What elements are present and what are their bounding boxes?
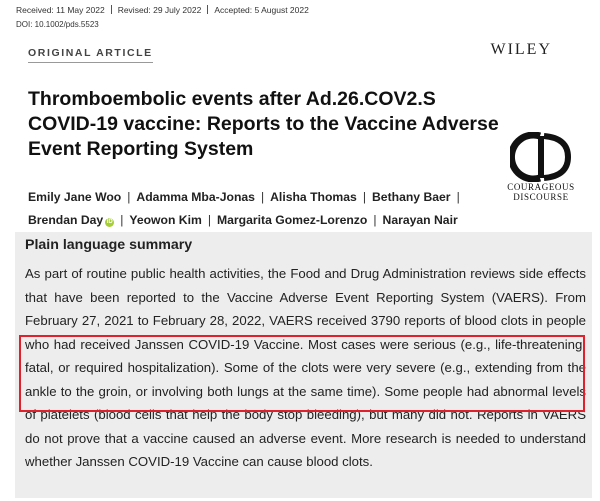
author-list xyxy=(28,186,498,232)
summary-line: of platelets (blood cells that help the body stop bleeding), but many did not. Reports in VAERS xyxy=(25,407,586,422)
author-name[interactable]: Margarita Gomez-Lorenzo xyxy=(217,213,368,227)
cd-logo-icon xyxy=(510,132,572,182)
accepted-date: Accepted: 5 August 2022 xyxy=(214,5,309,15)
article-dates xyxy=(16,5,309,15)
summary-line: that have been reported to the Vaccine Adverse Event Reporting System (VAERS). From xyxy=(25,289,586,305)
summary-line: February 27, 2021 to February 28, 2022, VAERS received 3790 reports of blood clots in people xyxy=(25,313,586,328)
logo-line-2: DISCOURSE xyxy=(513,192,569,202)
article-title: Thromboembolic events after Ad.26.COV2.S COVID-19 vaccine: Reports to the Vaccine Adverse Event Reporting System xyxy=(28,88,499,160)
summary-line: ankle to the groin, or involving both lungs at the same time). Some people had abnormal levels xyxy=(25,383,586,399)
doi-link[interactable]: DOI: 10.1002/pds.5523 xyxy=(16,20,99,29)
author-separator: | xyxy=(260,190,265,204)
logo-line-1: COURAGEOUS xyxy=(507,182,575,192)
summary-line: who had received Janssen COVID-19 Vaccine. Most cases were serious (e.g., life-threatening, xyxy=(25,336,586,352)
courageous-discourse-logo xyxy=(498,132,584,212)
divider xyxy=(207,5,208,14)
orcid-icon[interactable]: iD xyxy=(106,219,113,225)
author-separator: | xyxy=(127,190,131,204)
author-name[interactable]: Adamma Mba-Jonas xyxy=(136,190,255,204)
author-separator: | xyxy=(373,213,377,227)
author-row xyxy=(28,186,498,209)
author-separator: | xyxy=(120,213,124,227)
summary-line: As part of routine public health activities, the Food and Drug Administration reviews side effects xyxy=(25,266,586,281)
author-name[interactable]: Bethany Baer xyxy=(371,190,451,204)
author-name[interactable]: Emily Jane Woo xyxy=(28,190,122,204)
author-name[interactable]: Yeowon Kim xyxy=(129,213,202,227)
author-name[interactable]: Alisha Thomas xyxy=(270,190,357,204)
author-separator: | xyxy=(207,213,211,227)
author-separator: | xyxy=(456,190,460,204)
summary-line: whether Janssen COVID-19 Vaccine can cause blood clots. xyxy=(25,454,373,469)
revised-date: Revised: 29 July 2022 xyxy=(117,5,202,15)
divider xyxy=(111,5,112,14)
author-separator: | xyxy=(362,190,366,204)
summary-heading: Plain language summary xyxy=(25,237,193,253)
summary-line: fatal, or required hospitalization). Some of the clots were very severe (e.g., extending from the xyxy=(25,360,586,375)
section-label: ORIGINAL ARTICLE xyxy=(28,47,153,59)
highlight-box xyxy=(19,335,585,412)
author-row xyxy=(28,209,498,232)
received-date: Received: 11 May 2022 xyxy=(16,5,105,15)
author-name[interactable]: Narayan Nair xyxy=(382,213,458,227)
summary-line: do not prove that a vaccine caused an adverse event. More research is needed to understand xyxy=(25,430,586,446)
author-name[interactable]: Brendan Day xyxy=(28,213,104,227)
publisher-logo: WILEY xyxy=(490,41,552,58)
